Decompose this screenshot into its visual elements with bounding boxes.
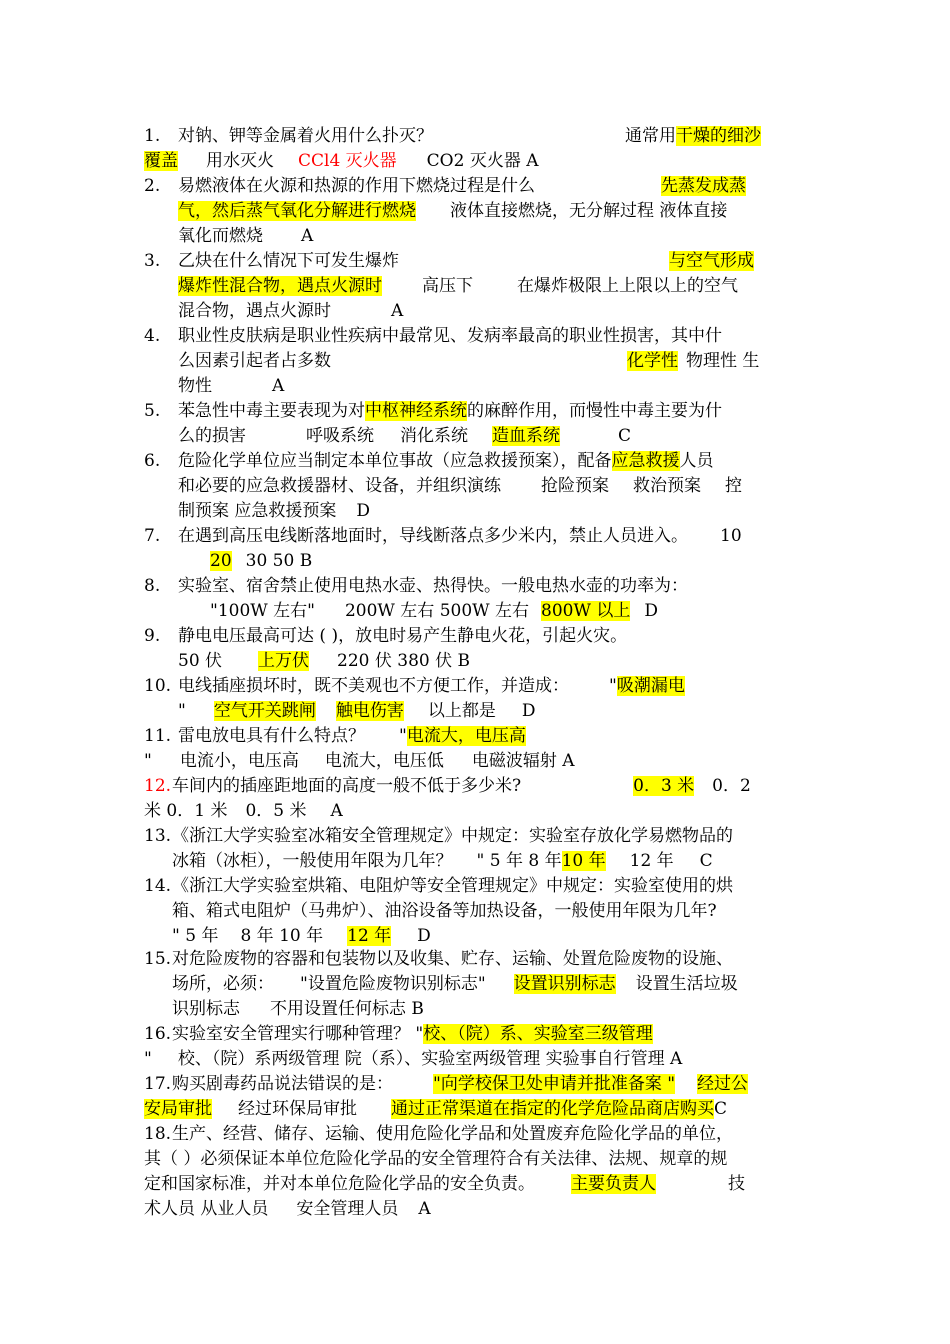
question-text: 雷电放电具有什么特点？: [178, 726, 365, 746]
highlighted-answer: 主要负责人: [571, 1174, 656, 1194]
option-text: 物性: [178, 376, 212, 396]
highlighted-answer: 10 年: [561, 851, 606, 871]
question-text: 《浙江大学实验室冰箱安全管理规定》中规定：实验室存放化学易燃物品的: [172, 826, 733, 846]
question-number: 13.: [144, 826, 172, 846]
highlighted-answer: 触电伤害: [335, 701, 404, 721]
question-text: 电线插座损坏时，既不美观也不方便工作，并造成：: [178, 676, 569, 696]
question-text: 职业性皮肤病是职业性疾病中最常见、发病率最高的职业性损害，其中什: [178, 326, 722, 346]
highlighted-answer: 电流大，电压高: [406, 726, 526, 746]
option-text: 在爆炸极限上上限以上的空气: [517, 276, 738, 296]
highlighted-answer: 安局审批: [144, 1099, 212, 1119]
question-text: 《浙江大学实验室烘箱、电阻炉等安全管理规定》中规定：实验室使用的烘: [172, 876, 733, 896]
question-2: [144, 174, 808, 249]
option-text: 8 年 10 年: [240, 926, 324, 946]
question-number: 8.: [144, 576, 161, 596]
answer-letter: C: [618, 426, 632, 446]
highlighted-answer: 校、（院）系、实验室三级管理: [423, 1024, 653, 1044]
question-text: 冰箱（冰柜），一般使用年限为几年？: [172, 851, 453, 871]
question-number: 6.: [144, 451, 161, 471]
option-text: 50 伏: [178, 651, 223, 671]
question-3: [144, 249, 808, 324]
question-14: [144, 874, 808, 949]
answer-letter: D: [521, 701, 536, 721]
option-text: 设置生活垃圾: [635, 974, 738, 994]
option-text: " 5 年: [172, 926, 219, 946]
highlighted-answer: 12 年: [347, 926, 392, 946]
answer-letter: C: [714, 1099, 728, 1119]
question-text: 危险化学单位应当制定本单位事故（应急救援预案），配备: [178, 451, 612, 471]
question-number: 11.: [144, 726, 172, 746]
question-number: 18.: [144, 1124, 172, 1144]
quote-mark: ": [144, 1049, 152, 1069]
quote-mark: ": [399, 726, 407, 746]
highlighted-answer: 上万伏: [258, 651, 310, 671]
option-text: 电流大，电压低: [324, 751, 444, 771]
answer-letter: C: [699, 851, 713, 871]
option-text: 10: [720, 526, 742, 546]
question-13: [144, 824, 808, 874]
question-text: 生产、经营、储存、运输、使用危险化学品和处置废弃危险化学品的单位，: [172, 1124, 733, 1144]
question-text: 购买剧毒药品说法错误的是：: [172, 1074, 393, 1094]
answer-letter: A: [272, 376, 285, 396]
question-number: 15.: [144, 949, 172, 969]
question-number: 4.: [144, 326, 161, 346]
answer-letter: A: [391, 301, 404, 321]
question-8: [144, 574, 808, 624]
option-text-red: CCl4 灭火器: [298, 151, 397, 171]
option-text: 0．5 米: [245, 801, 307, 821]
option-text: " 5 年 8 年: [476, 851, 562, 871]
question-text: 对危险废物的容器和包装物以及收集、贮存、运输、处置危险废物的设施、: [172, 949, 733, 969]
option-text: 氧化而燃烧: [178, 226, 263, 246]
question-text: 么因素引起者占多数: [178, 351, 331, 371]
answer-text: 通常用: [625, 126, 676, 146]
question-number: 14.: [144, 876, 172, 896]
option-text: 校、（院）系两级管理 院（系）、实验室两级管理 实验事自行管理 A: [177, 1049, 683, 1069]
option-text: 技: [728, 1174, 745, 1194]
question-17: [144, 1072, 808, 1122]
highlighted-answer: 先蒸发成蒸: [661, 176, 746, 196]
highlighted-answer: 0．3 米: [633, 776, 695, 796]
option-text: "100W 左右": [210, 601, 315, 621]
highlighted-answer: 造血系统: [492, 426, 560, 446]
option-text: 不用设置任何标志 B: [270, 999, 424, 1019]
question-number: 1.: [144, 126, 161, 146]
question-text: 么的损害: [178, 426, 246, 446]
option-text: 物理性 生: [686, 351, 760, 371]
question-5: [144, 399, 808, 449]
question-text: 在遇到高压电线断落地面时，导线断落点多少米内，禁止人员进入。: [178, 526, 688, 546]
option-text: 经过环保局审批: [238, 1099, 357, 1119]
option-text: 220 伏 380 伏 B: [337, 651, 471, 671]
option-text: 抢险预案: [541, 476, 609, 496]
option-text: 术人员 从业人员: [144, 1199, 269, 1219]
answer-letter: A: [330, 801, 343, 821]
question-6: [144, 449, 808, 524]
question-text: 易燃液体在火源和热源的作用下燃烧过程是什么: [178, 176, 535, 196]
option-text: 制预案 应急救援预案: [178, 501, 337, 521]
question-text: 静电电压最高可达 ( )，放电时易产生静电火花，引起火灾。: [178, 626, 628, 646]
question-15: [144, 947, 808, 1022]
highlighted-answer: 吸潮漏电: [616, 676, 685, 696]
question-number: 9.: [144, 626, 161, 646]
question-text: 实验室安全管理实行哪种管理？ ": [172, 1024, 424, 1044]
question-text: 箱、箱式电阻炉（马弗炉）、油浴设备等加热设备，一般使用年限为几年?: [172, 901, 717, 921]
quote-mark: ": [144, 751, 152, 771]
highlighted-answer: 应急救援: [611, 451, 680, 471]
highlighted-answer: 通过正常渠道在指定的化学危险品商店购买: [391, 1099, 714, 1119]
highlighted-answer: "向学校保卫处申请并批准备案 ": [433, 1074, 676, 1094]
option-text: 12 年: [629, 851, 674, 871]
answer-letter: D: [356, 501, 371, 521]
question-text: 的麻醉作用，而慢性中毒主要为什: [467, 401, 722, 421]
option-text: 0．2: [712, 776, 751, 796]
highlighted-answer: 气，然后蒸气氧化分解进行燃烧: [178, 201, 416, 221]
option-text: "设置危险废物识别标志": [300, 974, 486, 994]
option-text: 救治预案: [633, 476, 701, 496]
question-9: [144, 624, 808, 674]
question-7: [144, 524, 808, 574]
question-text: 车间内的插座距地面的高度一般不低于多少米?: [172, 776, 522, 796]
option-text: 200W 左右 500W 左右: [344, 601, 530, 621]
question-text: 其（ ）必须保证本单位危险化学品的安全管理符合有关法律、法规、规章的规: [144, 1149, 728, 1169]
highlighted-answer: 20: [210, 551, 232, 571]
highlighted-answer: 干燥的细沙: [676, 126, 761, 146]
question-11: [144, 724, 808, 774]
question-16: [144, 1022, 808, 1072]
quote-mark: ": [609, 676, 617, 696]
question-10: [144, 674, 808, 724]
question-4: [144, 324, 808, 399]
question-text: 对钠、钾等金属着火用什么扑灭？: [178, 126, 433, 146]
question-number: 2.: [144, 176, 161, 196]
highlighted-answer: 化学性: [627, 351, 678, 371]
question-text: 场所，必须：: [172, 974, 274, 994]
question-number: 17.: [144, 1074, 172, 1094]
highlighted-answer: 爆炸性混合物，遇点火源时: [178, 276, 382, 296]
question-number: 7.: [144, 526, 161, 546]
question-12: [144, 774, 808, 824]
highlighted-answer: 经过公: [697, 1074, 749, 1094]
question-text: 人员: [679, 451, 714, 471]
question-text: 苯急性中毒主要表现为对: [178, 401, 365, 421]
highlighted-answer: 覆盖: [144, 151, 178, 171]
option-text: 米 0．1 米: [144, 801, 228, 821]
highlighted-answer: 空气开关跳闸: [213, 701, 316, 721]
option-text: 呼吸系统: [306, 426, 374, 446]
option-text: 安全管理人员: [296, 1199, 399, 1219]
option-text: 以上都是: [427, 701, 496, 721]
option-text: 电磁波辐射 A: [471, 751, 575, 771]
quote-mark: ": [178, 701, 186, 721]
option-text: 液体直接燃烧，无分解过程 液体直接: [450, 201, 728, 221]
question-number: 16.: [144, 1024, 172, 1044]
question-number: 10.: [144, 676, 172, 696]
answer-letter: D: [417, 926, 431, 946]
option-text: 高压下: [422, 276, 473, 296]
highlighted-answer: 800W 以上: [541, 601, 631, 621]
option-text: CO2 灭火器 A: [426, 151, 539, 171]
option-text: 混合物，遇点火源时: [178, 301, 331, 321]
option-text: 电流小，电压高: [179, 751, 299, 771]
question-1: [144, 124, 808, 174]
answer-letter: A: [418, 1199, 431, 1219]
question-text: 实验室、宿舍禁止使用电热水壶、热得快。一般电热水壶的功率为：: [178, 576, 688, 596]
option-text: 控: [725, 476, 742, 496]
question-text: 和必要的应急救援器材、设备，并组织演练: [178, 476, 501, 496]
option-text: 识别标志: [172, 999, 240, 1019]
option-text: 消化系统: [400, 426, 468, 446]
question-text: 乙炔在什么情况下可发生爆炸: [178, 251, 399, 271]
highlighted-answer: 与空气形成: [669, 251, 754, 271]
option-text: 30 50 B: [245, 551, 313, 571]
highlighted-answer: 中枢神经系统: [365, 401, 467, 421]
answer-letter: A: [301, 226, 314, 246]
question-18: [144, 1122, 808, 1222]
option-text: 用水灭火: [206, 151, 274, 171]
answer-letter: D: [644, 601, 658, 621]
question-text: 定和国家标准，并对本单位危险化学品的安全负责。: [144, 1174, 535, 1194]
question-number: 12.: [144, 776, 172, 796]
question-number: 5.: [144, 401, 161, 421]
question-number: 3.: [144, 251, 161, 271]
highlighted-answer: 设置识别标志: [513, 974, 616, 994]
